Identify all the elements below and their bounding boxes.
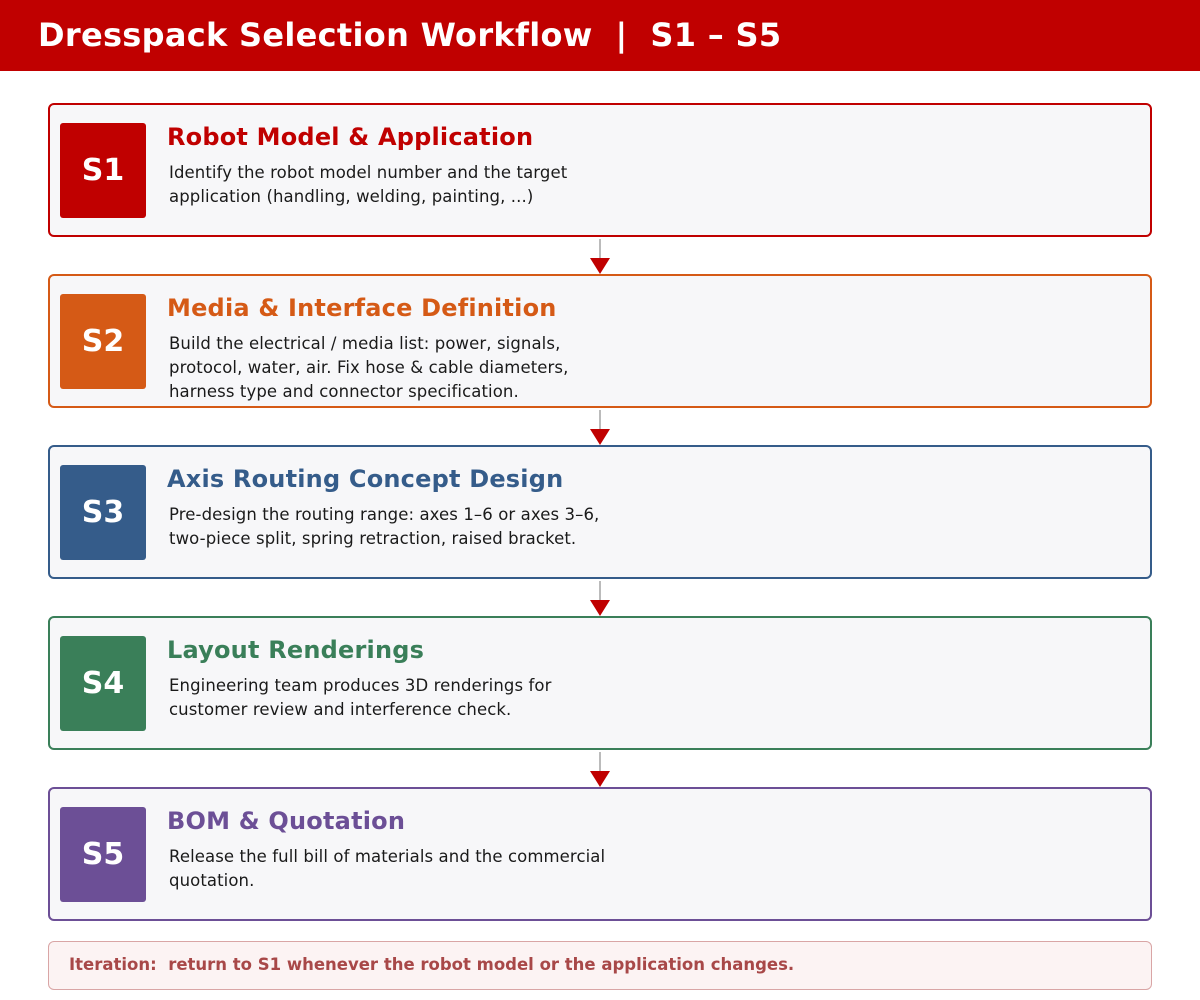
down-arrow-icon: [589, 752, 611, 788]
step-badge: S3: [60, 465, 146, 560]
step-badge: S4: [60, 636, 146, 731]
step-badge: S2: [60, 294, 146, 389]
step-description: Identify the robot model number and the target application (handling, welding, painting, ...): [169, 163, 568, 206]
step-description: Pre-design the routing range: axes 1–6 or axes 3–6, two-piece split, spring retraction, raised bracket.: [169, 505, 600, 548]
step-card-s2: [48, 274, 1152, 408]
iteration-note: Iteration: return to S1 whenever the robot model or the application changes.: [48, 941, 1152, 990]
down-arrow-icon: [589, 410, 611, 446]
step-title: Axis Routing Concept Design: [167, 465, 564, 493]
step-title: Layout Renderings: [167, 636, 425, 664]
step-title: BOM & Quotation: [167, 807, 406, 835]
step-badge: S5: [60, 807, 146, 902]
step-card-s3: [48, 445, 1152, 579]
step-title: Robot Model & Application: [167, 123, 534, 151]
step-description: Release the full bill of materials and the commercial quotation.: [169, 847, 606, 890]
step-description: Engineering team produces 3D renderings for customer review and interference check.: [169, 676, 552, 719]
step-description: Build the electrical / media list: power, signals, protocol, water, air. Fix hose & cable diameters, harness type and connector specification.: [169, 334, 569, 401]
step-title: Media & Interface Definition: [167, 294, 557, 322]
workflow-title: Dresspack Selection Workflow | S1 – S5: [0, 0, 1200, 71]
step-card-s4: [48, 616, 1152, 750]
step-card-s1: [48, 103, 1152, 237]
step-card-s5: [48, 787, 1152, 921]
down-arrow-icon: [589, 239, 611, 275]
down-arrow-icon: [589, 581, 611, 617]
step-badge: S1: [60, 123, 146, 218]
